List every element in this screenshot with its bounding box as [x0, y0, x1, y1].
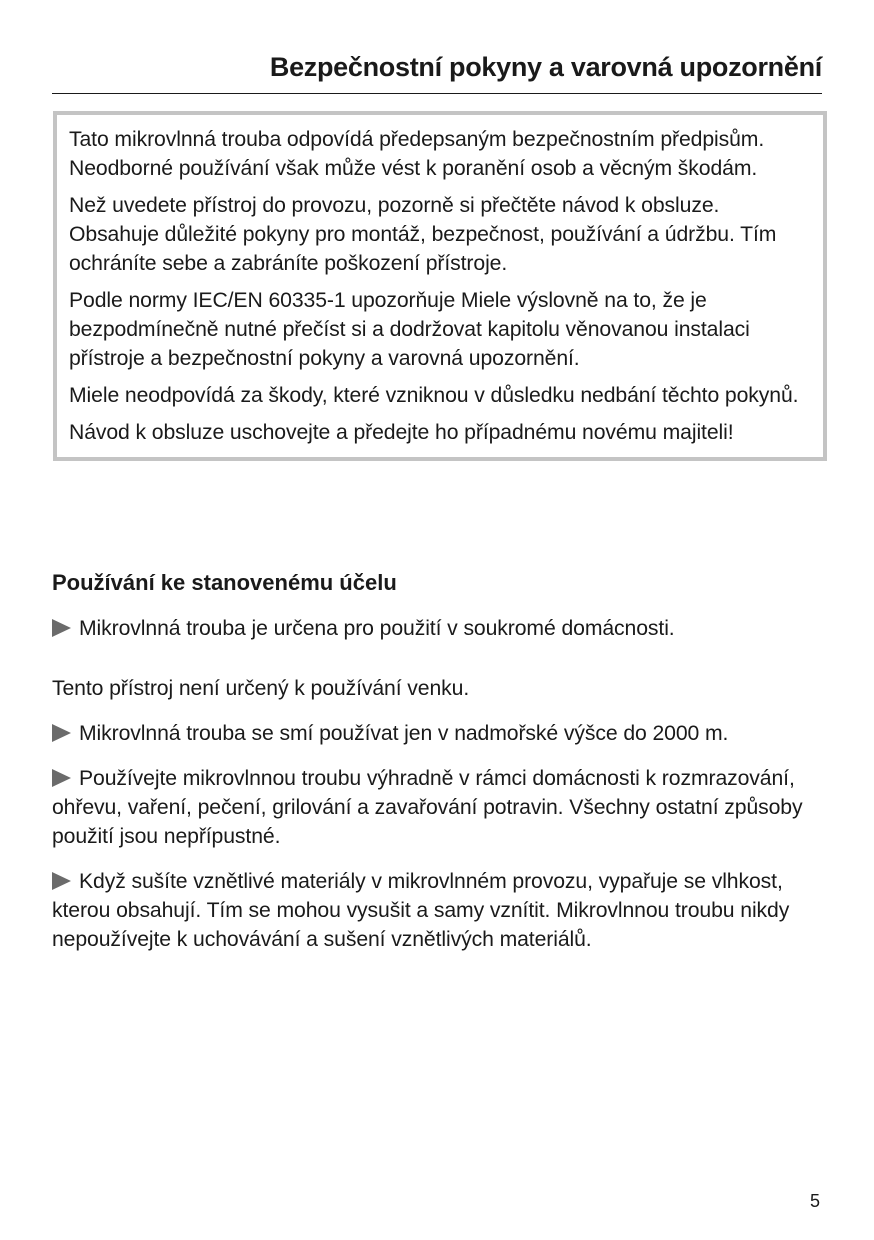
list-item-text: Mikrovlnná trouba je určena pro použití v soukromé domácnosti.	[79, 617, 675, 640]
note-text: Tento přístroj není určený k používání venku.	[52, 677, 470, 700]
list-item	[52, 719, 822, 748]
page-title: Bezpečnostní pokyny a varovná upozornění	[269, 52, 822, 82]
page-number: 5	[809, 1191, 820, 1211]
list-item-text: Když sušíte vznětlivé materiály v mikrovlnném provozu, vypařuje se vlhkost, kterou obsahují. Tím se mohou vysušit a samy vznítit. Mikrovlnnou troubu nikdy nepoužívejte k uchovávání a sušení vznětlivých materiálů.	[52, 870, 790, 951]
warning-paragraph: Tato mikrovlnná trouba odpovídá předepsaným bezpečnostním předpisům. Neodborné používání však může vést k poranění osob a věcným škodám.	[69, 128, 765, 180]
list-item	[52, 867, 822, 954]
triangle-bullet-icon	[52, 724, 71, 742]
note-paragraph	[52, 674, 822, 703]
list-item-text: Mikrovlnná trouba se smí používat jen v nadmořské výšce do 2000 m.	[79, 722, 729, 745]
warning-paragraph: Podle normy IEC/EN 60335-1 upozorňuje Miele výslovně na to, že je bezpodmínečně nutné přečíst si a dodržovat kapitolu věnovanou instalaci přístroje a bezpečnostní pokyny a varovná upozornění.	[69, 289, 750, 370]
safety-warning-box	[53, 111, 827, 461]
title-divider	[52, 93, 822, 94]
triangle-bullet-icon	[52, 872, 71, 890]
warning-paragraph: Než uvedete přístroj do provozu, pozorně si přečtěte návod k obsluze. Obsahuje důležité pokyny pro montáž, bezpečnost, používání a údržbu. Tím ochráníte sebe a zabráníte poškození přístroje.	[69, 194, 777, 275]
warning-paragraph: Návod k obsluze uschovejte a předejte ho případnému novému majiteli!	[69, 421, 734, 444]
list-item	[52, 614, 822, 643]
warning-paragraph: Miele neodpovídá za škody, které vzniknou v důsledku nedbání těchto pokynů.	[69, 384, 799, 407]
list-item	[52, 764, 822, 851]
triangle-bullet-icon	[52, 619, 71, 637]
section-heading: Používání ke stanovenému účelu	[52, 570, 397, 595]
triangle-bullet-icon	[52, 769, 71, 787]
section-content	[52, 614, 822, 954]
list-item-text: Používejte mikrovlnnou troubu výhradně v rámci domácnosti k rozmrazování, ohřevu, vaření, pečení, grilování a zavařování potravin. Všechny ostatní způsoby použití jsou nepřípustné.	[52, 767, 803, 848]
